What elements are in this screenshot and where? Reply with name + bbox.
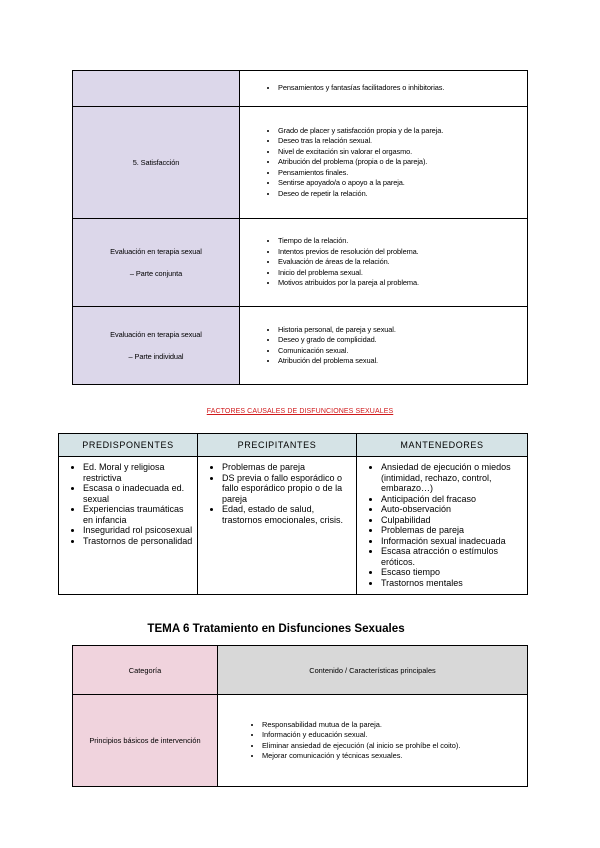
list-item: • Edad, estado de salud, trastornos emocionales, crisis.: [222, 504, 354, 525]
bullet-list: [65, 462, 195, 546]
list-item: • Pensamientos y fantasías facilitadores o inhibitorias.: [278, 83, 527, 93]
bullet-list: [204, 462, 354, 525]
list-item: • Culpabilidad: [381, 515, 525, 526]
evaluation-table: [72, 70, 528, 385]
mantenedores-cell: [357, 457, 528, 595]
row-label-subtext: – Parte individual: [128, 351, 184, 361]
list-item: • Ansiedad de ejecución o miedos (intimidad, rechazo, control, embarazo…): [381, 462, 525, 494]
row-label-text: 5. Satisfacción: [132, 157, 180, 167]
list-item: • Sentirse apoyado/a o apoyo a la pareja.: [278, 178, 527, 188]
table-row: [73, 219, 528, 307]
list-item: • Inicio del problema sexual.: [278, 268, 527, 278]
row-label-text: Evaluación en terapia sexual: [110, 246, 202, 256]
bullet-list: [260, 83, 527, 93]
list-item: • Trastornos mentales: [381, 578, 525, 589]
table-row: [73, 107, 528, 219]
list-item: • Historia personal, de pareja y sexual.: [278, 325, 527, 335]
bullet-list: [363, 462, 525, 588]
list-item: • Atribución del problema (propia o de la pareja).: [278, 157, 527, 167]
table-row: [59, 457, 528, 595]
list-item: • Escaso tiempo: [381, 567, 525, 578]
list-item: • Evaluación de áreas de la relación.: [278, 257, 527, 267]
row-content: [240, 307, 528, 385]
list-item: • Atribución del problema sexual.: [278, 356, 527, 366]
row-label: [73, 307, 240, 385]
list-item: • Deseo tras la relación sexual.: [278, 136, 527, 146]
row-content: [240, 71, 528, 107]
column-header-precipitantes: PRECIPITANTES: [198, 434, 357, 457]
bullet-list: [260, 126, 527, 199]
list-item: • Información sexual inadecuada: [381, 536, 525, 547]
list-item: • Deseo de repetir la relación.: [278, 189, 527, 199]
list-item: • Inseguridad rol psicosexual: [83, 525, 195, 536]
table-row: [73, 695, 528, 787]
list-item: • Pensamientos finales.: [278, 168, 527, 178]
column-header-mantenedores: MANTENEDORES: [357, 434, 528, 457]
list-item: • Problemas de pareja: [222, 462, 354, 473]
list-item: • Auto-observación: [381, 504, 525, 515]
section-title: TEMA 6 Tratamiento en Disfunciones Sexuales: [147, 622, 405, 635]
list-item: • Escasa atracción o estímulos eróticos.: [381, 546, 525, 567]
list-item: • Nivel de excitación sin valorar el orgasmo.: [278, 147, 527, 157]
causal-factors-table: [58, 433, 528, 595]
list-item: • Deseo y grado de complicidad.: [278, 335, 527, 345]
list-item: • Anticipación del fracaso: [381, 494, 525, 505]
row-label: [73, 219, 240, 307]
list-item: • Responsabilidad mutua de la pareja.: [262, 720, 527, 731]
table-row: [73, 71, 528, 107]
row-content: [218, 695, 528, 787]
table-header-row: [73, 646, 528, 695]
list-item: • Intentos previos de resolución del problema.: [278, 247, 527, 257]
row-label: Principios básicos de intervención: [73, 695, 218, 787]
treatment-table: [72, 645, 528, 787]
column-header-content: Contenido / Características principales: [218, 646, 528, 695]
list-item: • Comunicación sexual.: [278, 346, 527, 356]
list-item: • Tiempo de la relación.: [278, 236, 527, 246]
column-header-predisponentes: PREDISPONENTES: [59, 434, 198, 457]
row-label-text: Evaluación en terapia sexual: [110, 329, 202, 339]
factors-heading: FACTORES CAUSALES DE DISFUNCIONES SEXUALES: [206, 408, 394, 415]
precipitantes-cell: [198, 457, 357, 595]
row-label: [73, 107, 240, 219]
bullet-list: [244, 720, 527, 762]
list-item: • Escasa o inadecuada ed. sexual: [83, 483, 195, 504]
list-item: • Grado de placer y satisfacción propia y de la pareja.: [278, 126, 527, 136]
list-item: • Trastornos de personalidad: [83, 536, 195, 547]
column-header-category: Categoría: [73, 646, 218, 695]
predisponentes-cell: [59, 457, 198, 595]
bullet-list: [260, 236, 527, 288]
row-content: [240, 219, 528, 307]
bullet-list: [260, 325, 527, 367]
row-content: [240, 107, 528, 219]
list-item: • Experiencias traumáticas en infancia: [83, 504, 195, 525]
list-item: • Motivos atribuidos por la pareja al problema.: [278, 278, 527, 288]
list-item: • Información y educación sexual.: [262, 730, 527, 741]
list-item: • Eliminar ansiedad de ejecución (al inicio se prohíbe el coito).: [262, 741, 527, 752]
table-header-row: [59, 434, 528, 457]
row-label-empty: [73, 71, 240, 107]
row-label-subtext: – Parte conjunta: [129, 268, 183, 278]
table-row: [73, 307, 528, 385]
list-item: • Problemas de pareja: [381, 525, 525, 536]
list-item: • DS previa o fallo esporádico o fallo esporádico propio o de la pareja: [222, 473, 354, 505]
list-item: • Mejorar comunicación y técnicas sexuales.: [262, 751, 527, 762]
list-item: • Ed. Moral y religiosa restrictiva: [83, 462, 195, 483]
